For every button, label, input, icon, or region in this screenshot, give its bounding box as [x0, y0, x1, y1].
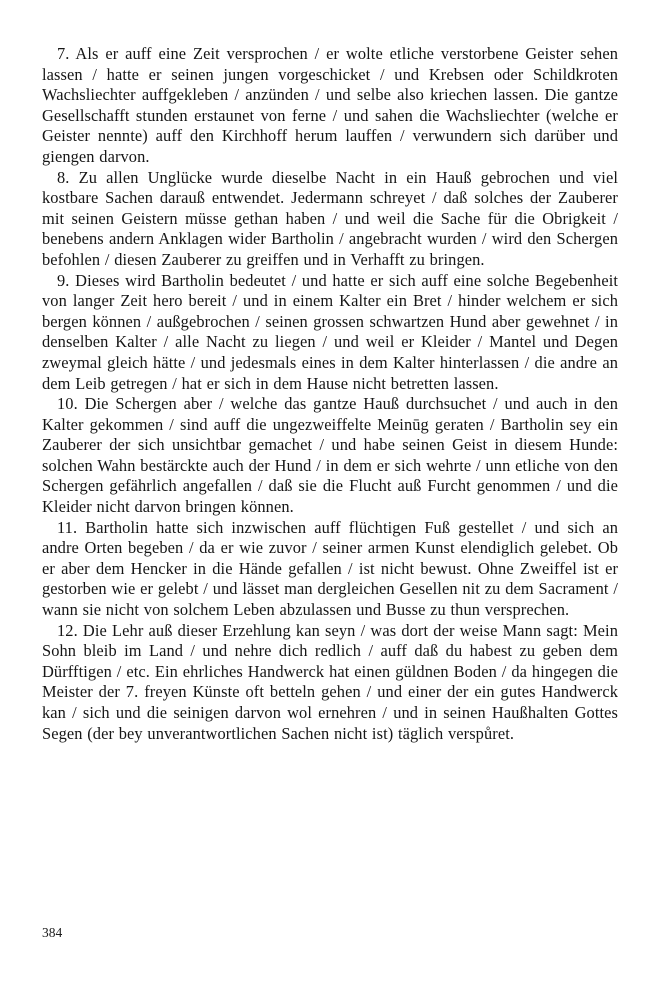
paragraph-9: 9. Dieses wird Bartholin bedeutet / und hatte er sich auff eine solche Begebenheit von langer Zeit hero bereit / und in einem Kalter ein Bret / hinder welchem er sich bergen können / außgebrochen / seinen grossen schwartzen Hund aber gewehnet / in denselben Kalter / alle Nacht zu liegen / und weil er Kleider / Mantel und Degen zweymal gleich hätte / und jedesmals eines in dem Kalter hinterlassen / die andre an dem Leib getregen / hat er sich in dem Hause nicht betretten lassen.	[42, 270, 618, 393]
page-number: 384	[42, 925, 63, 940]
paragraph-10: 10. Die Schergen aber / welche das gantze Hauß durchsuchet / und auch in den Kalter gekommen / sind auff die ungezweiffelte Meinūg geraten / Bartholin sey ein Zauberer der sich unsichtbar gemachet / und habe seinen Geist in diesem Hunde: solchen Wahn bestärckte auch der Hund / in dem er sich wehrte / unn etliche von den Schergen gefährlich angefallen / daß sie die Flucht auß Furcht genommen / und die Kleider nicht darvon bringen können.	[42, 394, 618, 517]
paragraph-7: 7. Als er auff eine Zeit versprochen / er wolte etliche verstorbene Geister sehen lassen / hatte er seinen jungen vorgeschicket / und Krebsen oder Schildkroten Wachsliechter auffgekleben / anzünden / und selbe also kriechen lassen. Die gantze Gesellschafft stunden erstaunet von ferne / und sahen die Wachsliechter (welche er Geister nennte) auff den Kirchhoff herum lauffen / verwundern sich darüber und giengen darvon.	[42, 44, 618, 166]
book-page-text-block	[42, 44, 618, 744]
paragraph-8: 8. Zu allen Unglücke wurde dieselbe Nacht in ein Hauß gebrochen und viel kostbare Sachen darauß entwendet. Jedermann schreyet / daß solches der Zauberer mit seinen Geistern müsse gethan haben / und weil die Sache für die Obrigkeit / benebens andern Anklagen wider Bartholin / angebracht wurden / wird den Schergen befohlen / diesen Zauberer zu greiffen und in Verhafft zu bringen.	[42, 167, 618, 269]
paragraph-12: 12. Die Lehr auß dieser Erzehlung kan seyn / was dort der weise Mann sagt: Mein Sohn bleib im Land / und nehre dich redlich / auff daß du habest zu geben dem Dürfftigen / etc. Ein ehrliches Handwerck hat einen güldnen Boden / da hingegen die Meister der 7. freyen Künste oft betteln gehen / und einer der ein gutes Handwerck kan / sich und die seinigen darvon wol ernehren / und in seinen Haußhalten Gottes Segen (der bey unverantwortlichen Sachen nicht ist) täglich verspůret.	[42, 620, 618, 743]
paragraph-11: 11. Bartholin hatte sich inzwischen auff flüchtigen Fuß gestellet / und sich an andre Orten begeben / da er wie zuvor / seiner armen Kunst elendiglich gelebet. Ob er aber dem Hencker in die Hände gefallen / ist nicht bewust. Ohne Zweiffel ist er gestorben wie er gelebt / und lässet man dergleichen Gesellen nit zu dem Sacrament / wann sie nicht von solchem Leben abzulassen und Busse zu thun versprechen.	[42, 517, 618, 620]
